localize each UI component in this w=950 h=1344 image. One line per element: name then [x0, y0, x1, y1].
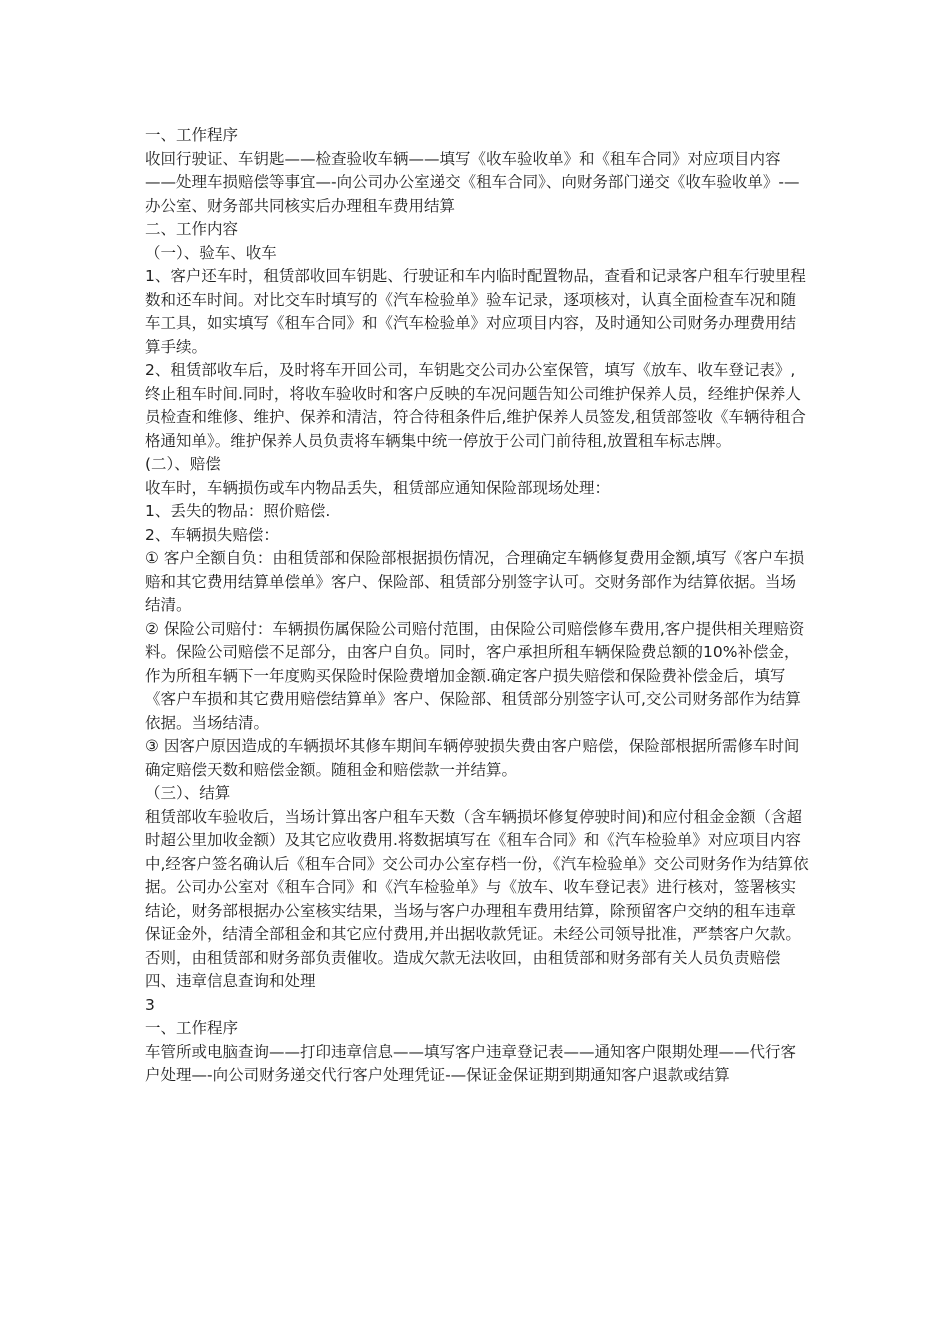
- paragraph-insurance: ② 保险公司赔付：车辆损伤属保险公司赔付范围，由保险公司赔偿修车费用,客户提供相关理赔资料。保险公司赔偿不足部分，由客户自负。同时，客户承担所租车辆保险费总额的10%补偿金，作为所租车辆下一年度购买保险时保险费增加金额.确定客户损失赔偿和保险费补偿金后，填写《客户车损和其它费用赔偿结算单》客户、保险部、租赁部分别签字认可,交公司财务部作为结算依据。当场结清。: [145, 619, 805, 732]
- subheading-compensation: (二）、赔偿: [145, 455, 221, 473]
- paragraph-downtime: ③ 因客户原因造成的车辆损坏其修车期间车辆停驶损失费由客户赔偿，保险部根据所需修车时间确定赔偿天数和赔偿金额。随租金和赔偿款一并结算。: [145, 737, 800, 779]
- heading-violation: 四、违章信息查询和处理: [145, 972, 316, 990]
- subheading-settlement: （三）、结算: [145, 784, 231, 802]
- paragraph-lost-items: 1、丢失的物品：照价赔偿.: [145, 502, 331, 520]
- paragraph-vehicle-damage: 2、车辆损失赔偿：: [145, 525, 279, 544]
- heading-work-content: 二、工作内容: [145, 220, 239, 238]
- heading-work-procedure-2: 一、工作程序: [145, 1019, 239, 1037]
- page-number: 3: [145, 995, 155, 1014]
- paragraph-compensation-intro: 收车时，车辆损伤或车内物品丢失，租赁部应通知保险部现场处理：: [145, 478, 611, 497]
- paragraph-return-2: 2、租赁部收车后，及时将车开回公司，车钥匙交公司办公室保管，填写《放车、收车登记表》,终止租车时间.同时，将收车验收时和客户反映的车况问题告知公司维护保养人员，经维护保养人员检查和维修、维护、保养和清洁，符合待租条件后,维护保养人员签发,租赁部签收《车辆待租合格通知单》。维护保养人员负责将车辆集中统一停放于公司门前待租,放置租车标志牌。: [145, 361, 806, 450]
- paragraph-procedure-flow: 收回行驶证、车钥匙——检查验收车辆——填写《收车验收单》和《租车合同》对应项目内容——处理车损赔偿等事宜—-向公司办公室递交《租车合同》、向财务部门递交《收车验收单》-—办公室、财务部共同核实后办理租车费用结算: [145, 149, 800, 215]
- paragraph-customer-full: ① 客户全额自负：由租赁部和保险部根据损伤情况，合理确定车辆修复费用金额,填写《客户车损赔和其它费用结算单偿单》客户、保险部、租赁部分别签字认可。交财务部作为结算依据。当场结清。: [145, 549, 805, 614]
- document-body: [145, 124, 810, 1088]
- paragraph-settlement: 租赁部收车验收后，当场计算出客户租车天数（含车辆损坏修复停驶时间)和应付租金金额（含超时超公里加收金额）及其它应收费用.将数据填写在《租车合同》和《汽车检验单》对应项目内容中,经客户签名确认后《租车合同》交公司办公室存档一份，《汽车检验单》交公司财务作为结算依据。公司办公室对《租车合同》和《汽车检验单》与《放车、收车登记表》进行核对，签署核实结论，财务部根据办公室核实结果，当场与客户办理租车费用结算，除预留客户交纳的租车违章保证金外，结清全部租金和其它应付费用,并出据收款凭证。未经公司领导批准，严禁客户欠款。否则，由租赁部和财务部负责催收。造成欠款无法收回，由租赁部和财务部有关人员负责赔偿: [145, 807, 809, 967]
- paragraph-return-1: 1、客户还车时，租赁部收回车钥匙、行驶证和车内临时配置物品，查看和记录客户租车行驶里程数和还车时间。对比交车时填写的《汽车检验单》验车记录，逐项核对，认真全面检查车况和随车工具，如实填写《租车合同》和《汽车检验单》对应项目内容，及时通知公司财务办理费用结算手续。: [145, 267, 806, 356]
- paragraph-violation-flow: 车管所或电脑查询——打印违章信息——填写客户违章登记表——通知客户限期处理——代行客户处理—-向公司财务递交代行客户处理凭证-—保证金保证期到期通知客户退款或结算: [145, 1042, 797, 1084]
- subheading-inspection: （一）、验车、收车: [145, 243, 277, 262]
- heading-work-procedure: 一、工作程序: [145, 126, 239, 144]
